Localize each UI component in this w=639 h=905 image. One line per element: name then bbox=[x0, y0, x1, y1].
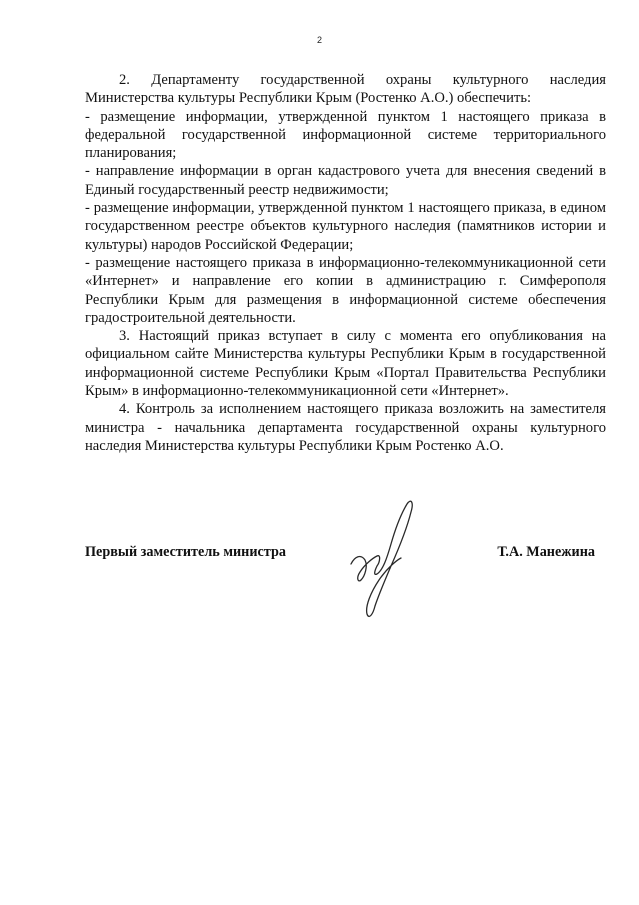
paragraph-item-2: 2. Департаменту государственной охраны культурного наследия Министерства культуры Республики Крым (Ростенко А.О.) обеспечить: bbox=[85, 72, 606, 107]
handwritten-signature-icon bbox=[347, 496, 417, 626]
paragraph-item-3: 3. Настоящий приказ вступает в силу с момента его опубликования на официальном сайте Министерства культуры Республики Крым в государственной информационной системе Республики Крым «Портал Правительства Республики Крым» в информационно-телекоммуникационной сети «Интернет». bbox=[85, 328, 606, 400]
bullet-heritage-registry: - размещение информации, утвержденной пунктом 1 настоящего приказа, в едином государственном реестре объектов культурного наследия (памятников истории и культуры) народов Российской Федерации; bbox=[85, 200, 606, 253]
bullet-cadastre: - направление информации в орган кадастрового учета для внесения сведений в Единый государственный реестр недвижимости; bbox=[85, 163, 606, 198]
signatory-name: Т.А. Манежина bbox=[497, 544, 595, 560]
signature-block bbox=[85, 538, 595, 638]
signatory-title: Первый заместитель министра bbox=[85, 544, 286, 560]
paragraph-item-4: 4. Контроль за исполнением настоящего приказа возложить на заместителя министра - начальника департамента государственной охраны культурного наследия Министерства культуры Республики Крым Ростенко А.О. bbox=[85, 401, 606, 454]
bullet-fgis-tp: - размещение информации, утвержденной пунктом 1 настоящего приказа в федеральной государственной информационной системе территориального планирования; bbox=[85, 108, 606, 162]
document-body bbox=[85, 71, 606, 455]
bullet-internet-publication: - размещение настоящего приказа в информационно-телекоммуникационной сети «Интернет» и направление его копии в администрацию г. Симферополя Республики Крым для размещения в информационной системе обеспечения градостроительной деятельности. bbox=[85, 254, 606, 326]
page-number: 2 bbox=[316, 35, 322, 45]
